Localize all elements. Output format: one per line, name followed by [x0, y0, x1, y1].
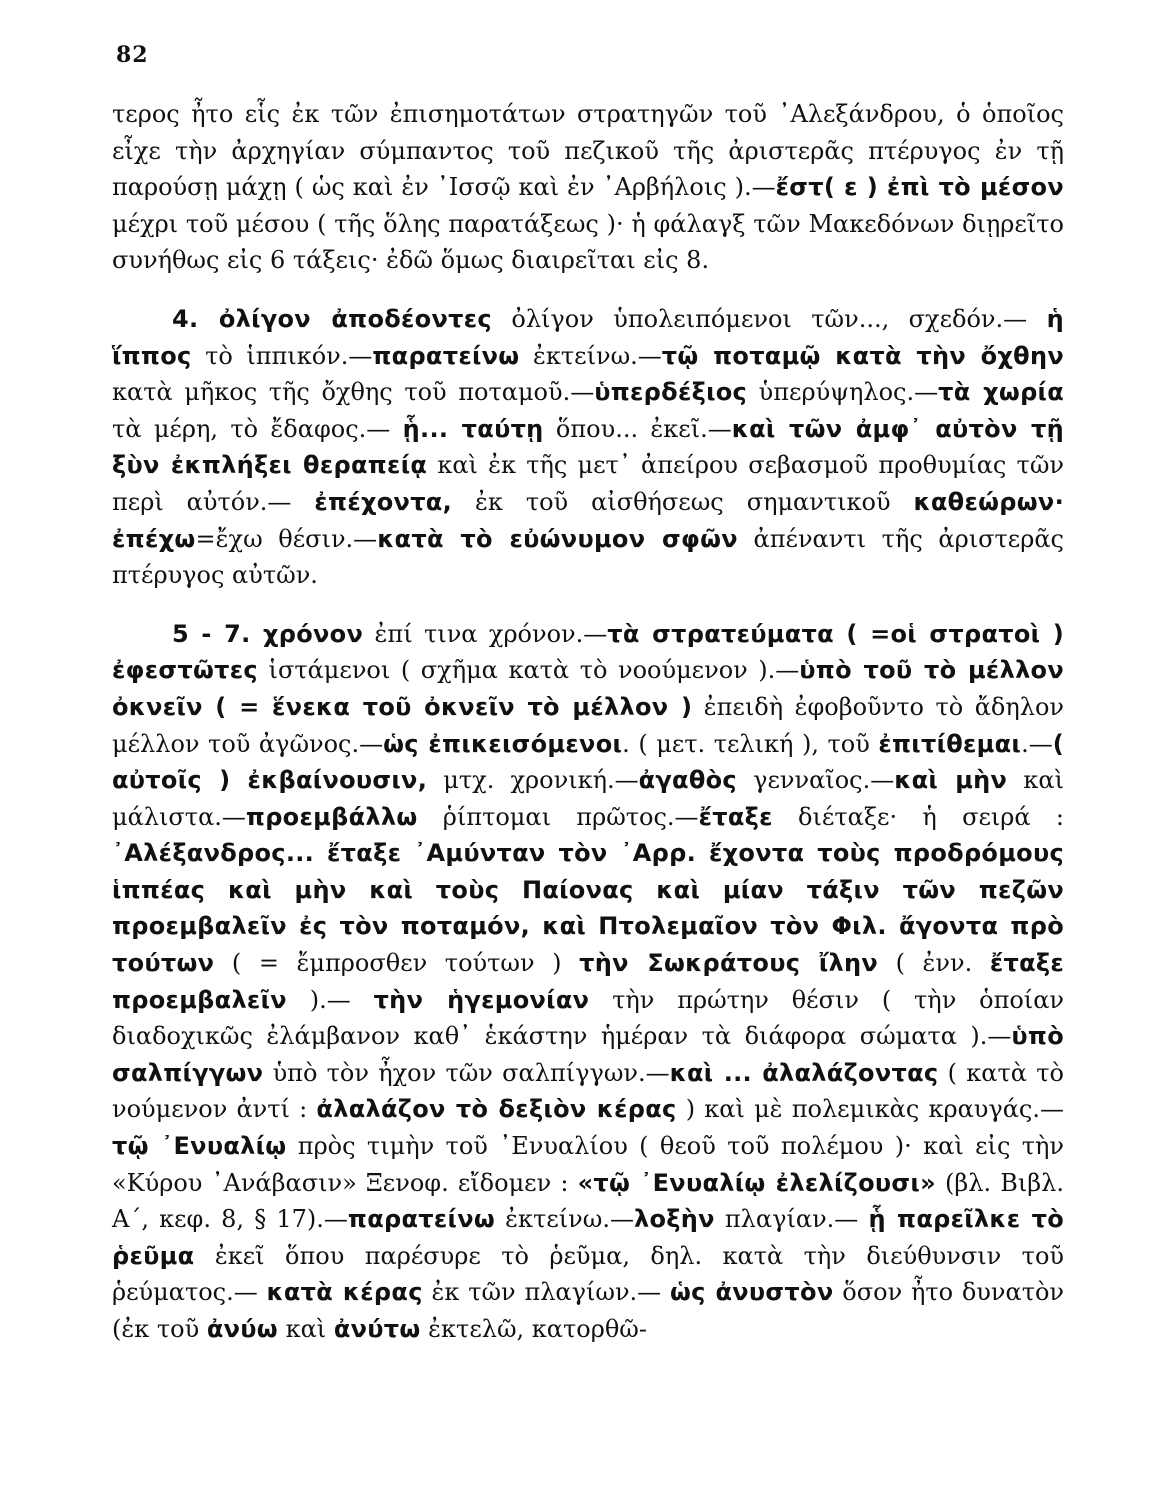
lemma-term: ἡ ἵππος — [112, 304, 1064, 370]
lemma-term: ᾗ παρεῖλκε τὸ ῥεῦμα — [112, 1205, 1064, 1270]
commentary-text: τερος ἦτο εἷς ἐκ τῶν ἐπισημοτάτων στρατηγῶν τοῦ ᾿Αλεξάνδρου, ὁ ὁποῖος εἶχε τὴν ἀρχηγίαν σύμπαντος τοῦ πεζικοῦ τῆς ἀριστερᾶς πτέρυγος ἐν τῇ παρούσῃ μάχῃ ( ὡς καὶ ἐν ᾿Ισσῷ καὶ ἐν ᾿Αρβήλοις ).— — [112, 100, 1064, 202]
commentary-text: ).— — [286, 985, 374, 1014]
commentary-text: ἐκτελῶ, κατορθῶ- — [420, 1315, 647, 1343]
commentary-text: ὅσον ἦτο δυνατὸν (ἐκ τοῦ — [112, 1278, 1065, 1343]
commentary-text: γενναῖος.— — [736, 766, 895, 795]
commentary-text: ῥίπτομαι πρῶτος.— — [417, 802, 699, 831]
lemma-term: ὑπὸ σαλπίγγων — [112, 1022, 1064, 1087]
body-text — [112, 96, 1064, 1348]
commentary-text: ( = ἔμπροσθεν τούτων ) — [214, 949, 580, 978]
commentary-text: καὶ μάλιστα.— — [112, 766, 1064, 831]
lemma-term: ὡς ἀνυστὸν — [669, 1278, 834, 1307]
lemma-term: ὑπὸ τοῦ τὸ μέλλον ὀκνεῖν ( = ἕνεκα τοῦ ὀκνεῖν τὸ μέλλον ) — [112, 656, 1064, 721]
paragraph-3 — [112, 616, 1064, 1348]
commentary-text: (βλ. Βιβλ. Α΄, κεφ. 8, § 17).— — [112, 1168, 1064, 1234]
lemma-term: ( αὐτοῖς ) ἐκβαίνουσιν, — [112, 729, 1064, 795]
commentary-text: .— — [1021, 729, 1053, 758]
lemma-term: ἐπέχοντα, — [314, 487, 453, 516]
lemma-term: ὡς ἐπικεισόμενοι — [383, 729, 623, 758]
lemma-term: καὶ τῶν ἀμφ᾿ αὐτὸν τῇ ξὺν ἐκπλήξει θεραπείᾳ — [112, 414, 1065, 480]
lemma-term: τῷ ᾿Ενυαλίῳ — [112, 1132, 287, 1161]
commentary-text: καὶ — [277, 1315, 334, 1343]
lemma-term: τὴν ἡγεμονίαν — [373, 985, 590, 1014]
lemma-term: ἀνύτω — [333, 1315, 421, 1343]
lemma-term: ᾗ... ταύτῃ — [402, 414, 544, 443]
lemma-term: καὶ ... ἀλαλάζοντας — [669, 1058, 939, 1087]
lemma-term: τῷ ποταμῷ κατὰ τὴν ὄχθην — [661, 341, 1064, 370]
lemma-term: ἀγαθὸς — [638, 766, 737, 795]
lemma-term: καθεώρων· ἐπέχω — [112, 487, 1064, 553]
lemma-term: ἔστ( ε ) ἐπὶ τὸ μέσον — [775, 173, 1064, 202]
lemma-term: 4. ὀλίγον ἀποδέοντες — [172, 304, 492, 333]
commentary-text: μτχ. χρονική.— — [427, 766, 639, 795]
commentary-text: ὅπου... ἐκεῖ.— — [543, 414, 732, 443]
commentary-text: ἐκ τοῦ αἰσθήσεως σημαντικοῦ — [452, 487, 914, 516]
lemma-term: «τῷ ᾿Ενυαλίῳ ἐλελίζουσι» — [577, 1168, 936, 1197]
commentary-text: ὑπερύψηλος.— — [747, 378, 939, 407]
lemma-term: τὰ χωρία — [938, 378, 1064, 407]
commentary-text: ὑπὸ τὸν ἦχον τῶν σαλπίγγων.— — [263, 1058, 670, 1087]
lemma-term: ἀλαλάζον τὸ δεξιὸν κέρας — [316, 1095, 677, 1124]
lemma-term: προεμβάλλω — [245, 802, 418, 831]
lemma-term: παρατείνω — [347, 1205, 495, 1234]
commentary-text: ἐκτείνω.— — [495, 1205, 634, 1234]
lemma-term: κατὰ κέρας — [266, 1278, 423, 1307]
commentary-text: κατὰ μῆκος τῆς ὄχθης τοῦ ποταμοῦ.— — [112, 378, 595, 407]
commentary-text: ) καὶ μὲ πολεμικὰς κραυγάς.— — [676, 1095, 1064, 1124]
lemma-term: ἔταξε — [698, 802, 773, 831]
lemma-term: 5 - 7. χρόνον — [172, 619, 364, 648]
commentary-text: τὰ μέρη, τὸ ἔδαφος.— — [112, 414, 403, 443]
lemma-term: ἔταξε προεμβαλεῖν — [112, 949, 1065, 1014]
commentary-text: τὴν πρώτην θέσιν ( τὴν ὁποίαν διαδοχικῶς ἐλάμβανον καθ᾿ ἑκάστην ἡμέραν τὰ διάφορα σώματα ).— — [112, 985, 1064, 1051]
commentary-text: ἐκεῖ ὅπου παρέσυρε τὸ ῥεῦμα, δηλ. κατὰ τὴν διεύθυνσιν τοῦ ῥεύματος.— — [112, 1241, 1064, 1307]
lemma-term: ὑπερδέξιος — [594, 378, 748, 407]
page-number: 82 — [116, 42, 149, 68]
commentary-text: . ( μετ. τελική ), τοῦ — [622, 729, 879, 758]
commentary-text: ( ἐνν. — [878, 949, 990, 978]
lemma-term: ἀνύω — [206, 1315, 278, 1343]
commentary-text: ( κατὰ τὸ νούμενον ἀντί : — [112, 1058, 1064, 1124]
lemma-term: ᾿Αλέξανδρος... ἔταξε ᾿Αμύνταν τὸν ᾿Αρρ. ἔχοντα τοὺς προδρόμους ἱππέας καὶ μὴν καὶ τοὺς Παίονας καὶ μίαν τάξιν τῶν πεζῶν προεμβαλεῖν ἐς τὸν ποταμόν, καὶ Πτολεμαῖον τὸν Φιλ. ἄγοντα πρὸ τούτων — [112, 839, 1064, 978]
lemma-term: παρατείνω — [372, 341, 520, 370]
commentary-text: πρὸς τιμὴν τοῦ ᾿Ενυαλίου ( θεοῦ τοῦ πολέμου )· καὶ εἰς τὴν «Κύρου ᾿Ανάβασιν» Ξενοφ. εἴδομεν : — [112, 1132, 1065, 1197]
commentary-text: =ἔχω θέσιν.— — [195, 524, 378, 553]
commentary-text: διέταξε· ἡ σειρά : — [772, 802, 1064, 831]
commentary-text: ὀλίγον ὑπολειπόμενοι τῶν..., σχεδόν.— — [491, 304, 1047, 333]
commentary-text: ἱστάμενοι ( σχῆμα κατὰ τὸ νοούμενον ).— — [257, 656, 800, 685]
commentary-text: ἀπέναντι τῆς ἀριστερᾶς πτέρυγος αὐτῶν. — [112, 524, 1064, 590]
lemma-term: τὰ στρατεύματα ( =οἱ στρατοὶ ) ἐφεστῶτες — [112, 619, 1065, 685]
commentary-text: ἐκ τῶν πλαγίων.— — [422, 1278, 670, 1307]
commentary-text: μέχρι τοῦ μέσου ( τῆς ὅλης παρατάξεως )· ἡ φάλαγξ τῶν Μακεδόνων διῃρεῖτο συνήθως εἰς 6 τάξεις· ἐδῶ ὅμως διαιρεῖται εἰς 8. — [112, 209, 1064, 275]
commentary-text: ἐπί τινα χρόνον.— — [363, 619, 608, 648]
lemma-term: καὶ μὴν — [894, 766, 1008, 795]
paragraph-1 — [112, 96, 1064, 279]
commentary-text: τὸ ἱππικόν.— — [191, 341, 373, 370]
lemma-term: λοξὴν — [633, 1205, 715, 1234]
lemma-term: ἐπιτίθεμαι — [878, 729, 1022, 758]
commentary-text: ἐκτείνω.— — [519, 341, 662, 370]
lemma-term: τὴν Σωκράτους ἴλην — [579, 949, 879, 978]
commentary-text: καὶ ἐκ τῆς μετ᾿ ἀπείρου σεβασμοῦ προθυμίας τῶν περὶ αὐτόν.— — [112, 451, 1064, 516]
lemma-term: κατὰ τὸ εὐώνυμον σφῶν — [377, 524, 738, 553]
commentary-text: ἐπειδὴ ἐφοβοῦντο τὸ ἄδηλον μέλλον τοῦ ἀγῶνος.— — [112, 692, 1064, 758]
commentary-text: πλαγίαν.— — [714, 1205, 869, 1234]
paragraph-2 — [112, 301, 1064, 594]
